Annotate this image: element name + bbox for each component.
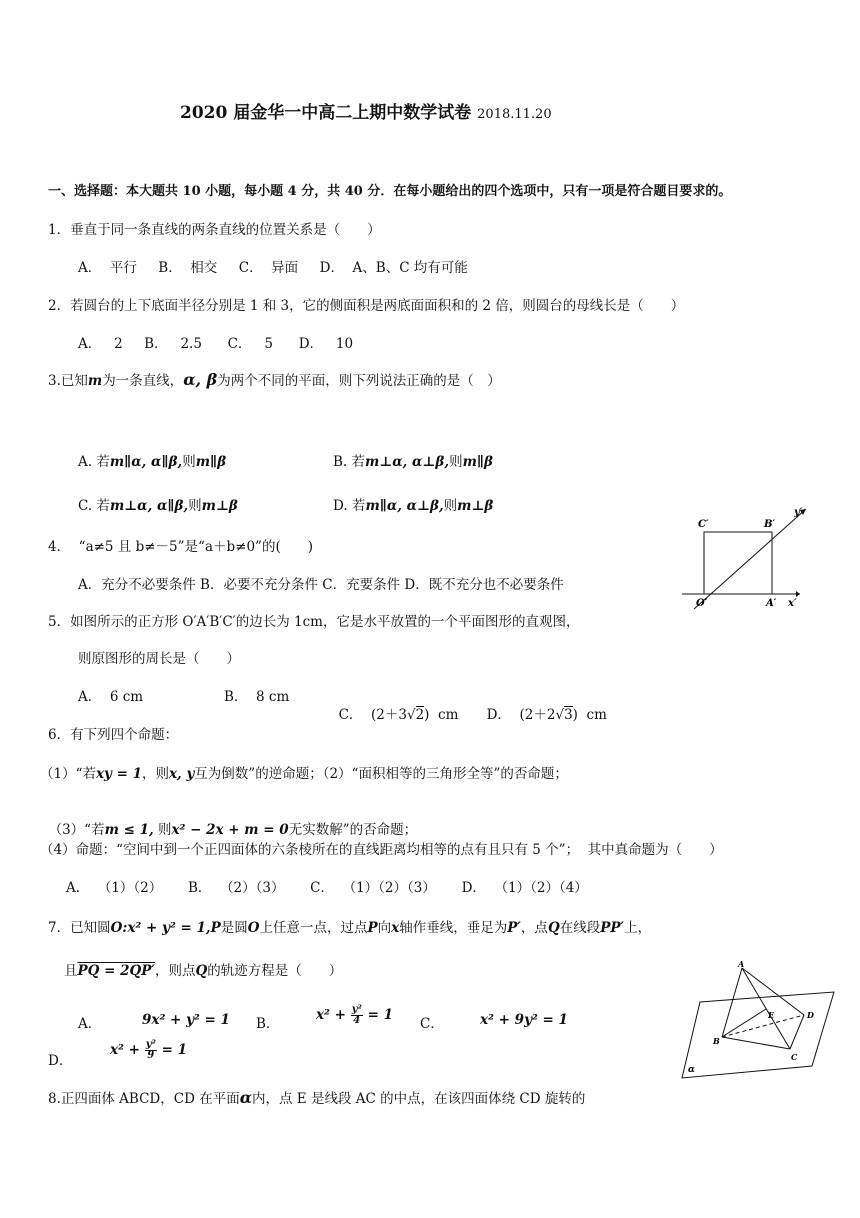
- q6-p1-math-2: x, y: [169, 766, 195, 782]
- q7-math-x: x: [391, 920, 400, 936]
- q6-proposition-4: （4）命题：“空间中到一个正四面体的六条棱所在的直线距离均相等的点有且只有 5 个”； 其中真命题为（ ）: [40, 842, 723, 858]
- q7-math-p0: P: [210, 920, 221, 936]
- q6-p1-text-b: ，则: [142, 766, 169, 782]
- q3-d-then: 则: [443, 498, 458, 514]
- q7-text-b: 是圆: [220, 920, 248, 936]
- q7-text-g: 在线段: [559, 920, 601, 936]
- q8-math-alpha: α: [239, 1088, 253, 1107]
- label-d: D: [807, 1010, 814, 1020]
- q3-d-label: D. 若: [333, 498, 366, 514]
- q6-p3-text-c: 无实数解”的否命题；: [288, 822, 418, 838]
- q3-b-label: B. 若: [333, 454, 366, 470]
- q7-l2-math-q: Q: [195, 963, 208, 979]
- q7-text-h: 上，: [624, 920, 652, 936]
- q6-p3-math-2: x² − 2x + m = 0: [171, 822, 289, 838]
- q4-options: A．充分不必要条件 B．必要不充分条件 C．充要条件 D．既不充分也不必要条件: [78, 577, 564, 593]
- label-e: E: [768, 1010, 775, 1020]
- q3-a-label: A. 若: [78, 454, 110, 470]
- q3-option-b: [333, 453, 493, 471]
- q3-c-then: 则: [188, 498, 202, 514]
- label-b-prime: B′: [764, 519, 776, 530]
- q7-b-fraction: [351, 1005, 363, 1026]
- q5-option-d: [478, 688, 607, 724]
- q2-stem: 2．若圆台的上下底面半径分别是 1 和 3，它的侧面积是两底面面积和的 2 倍，则圆台的母线长是（ ）: [48, 298, 685, 314]
- q3-option-a: [78, 453, 226, 471]
- q6-stem: 6．有下列四个命题：: [48, 727, 179, 743]
- q3-a-math: m∥α, α∥β,: [109, 454, 183, 470]
- q3-b-math: m⊥α, α⊥β,: [365, 454, 450, 470]
- q3-stem: [48, 371, 501, 390]
- q7-l2-vector-eq: PQ = 2QP′: [77, 963, 155, 979]
- q7-text-e: 轴作垂线，垂足为: [399, 920, 508, 936]
- tetrahedron-diagram: [672, 960, 840, 1085]
- q3-text-b: 为一条直线，: [102, 373, 184, 389]
- q7-math-p-prime: P′: [507, 920, 521, 936]
- q5-option-c: [330, 688, 458, 724]
- q5-c-pre: C． (2＋3: [338, 707, 407, 723]
- q3-c-label: C. 若: [78, 498, 110, 514]
- label-o-prime: O′: [696, 598, 708, 609]
- q7-option-d-label: D．: [48, 1053, 73, 1069]
- q3-option-c: [78, 497, 238, 515]
- q4-stem: 4． “a≠5 且 b≠－5”是“a＋b≠0”的( ): [48, 539, 313, 555]
- q7-text-d: 向: [377, 920, 392, 936]
- q5-c-post: ) cm: [424, 707, 459, 723]
- edge-ac: [742, 968, 790, 1049]
- label-b: B: [713, 1036, 720, 1046]
- q7-option-c-label: C．: [420, 1016, 444, 1032]
- q7-d-num: y²: [145, 1039, 156, 1050]
- q7-text-a: 7．已知圆: [48, 920, 111, 936]
- q5-d-post: ) cm: [572, 707, 607, 723]
- label-c: C: [791, 1052, 798, 1062]
- q8-text-b: 内，点 E 是线段 AC 的中点，在该四面体绕 CD 旋转的: [252, 1091, 586, 1107]
- label-y-prime: y′: [794, 507, 803, 518]
- q6-p3-math-1: m ≤ 1,: [104, 822, 154, 838]
- q5-stem-2: 则原图形的周长是（ ）: [78, 651, 240, 667]
- sqrt-icon: √: [406, 707, 416, 723]
- edge-bd-hidden: [722, 1015, 804, 1037]
- q7-option-c-math: x² + 9y² = 1: [480, 1012, 568, 1028]
- q3-b-then: 则: [449, 454, 463, 470]
- q7-math-circle: O:x² + y² = 1,: [110, 920, 211, 936]
- q7-l2-text-c: 的轨迹方程是（ ）: [207, 963, 343, 979]
- q5-stem: 5．如图所示的正方形 O′A′B′C′的边长为 1cm，它是水平放置的一个平面图形的直观图，: [48, 614, 580, 630]
- square-outline: [704, 532, 772, 594]
- q7-d-post: = 1: [161, 1042, 187, 1058]
- q1-stem: 1．垂直于同一条直线的两条直线的位置关系是（ ）: [48, 222, 381, 238]
- q7-option-a-math: 9x² + y² = 1: [142, 1012, 230, 1028]
- q5-option-a: A． 6 cm: [78, 689, 144, 705]
- q6-p3-text-a: （3）“若: [48, 822, 105, 838]
- q2-options: A． 2 B． 2.5 C． 5 D． 10: [78, 336, 354, 352]
- q7-b-post: = 1: [367, 1007, 393, 1023]
- page-title: [180, 104, 552, 124]
- q3-a-then: 则: [182, 454, 196, 470]
- q6-proposition-1-2: [40, 765, 568, 783]
- edge-ad: [742, 968, 804, 1015]
- q7-option-b-math: [316, 1005, 393, 1026]
- q7-stem-2: [64, 962, 342, 980]
- q7-math-p: P: [367, 920, 378, 936]
- q7-option-b-label: B．: [256, 1016, 280, 1032]
- q1-options: A． 平行 B． 相交 C． 异面 D． A、B、C 均有可能: [78, 260, 468, 276]
- exam-title: 2020 届金华一中高二上期中数学试卷: [180, 103, 472, 123]
- q7-math-pp-prime: PP′: [600, 920, 625, 936]
- q7-l2-text-a: 且: [64, 963, 78, 979]
- q7-text-f: ，点: [520, 920, 548, 936]
- q3-option-d: [333, 497, 493, 515]
- q7-math-q: Q: [547, 920, 560, 936]
- edge-cd: [790, 1015, 804, 1049]
- q6-p1-math-1: xy = 1: [96, 766, 142, 782]
- square-diagram: [682, 505, 812, 610]
- q7-option-a-label: A．: [78, 1016, 102, 1032]
- q6-p1-text-c: 互为倒数”的逆命题；（2）“面积相等的三角形全等”的否命题；: [194, 766, 568, 782]
- plane-alpha: [682, 992, 834, 1078]
- q7-b-den: 4: [353, 1015, 361, 1026]
- q7-math-o: O: [247, 920, 260, 936]
- q7-d-den: 9: [147, 1050, 155, 1061]
- q6-p1-text-a: （1）“若: [40, 766, 96, 782]
- q3-b-result: m∥β: [462, 454, 493, 470]
- q3-a-result: m∥β: [195, 454, 227, 470]
- q7-stem: [48, 919, 651, 937]
- label-c-prime: C′: [698, 519, 709, 530]
- q8-stem: [48, 1089, 585, 1108]
- q7-d-pre: x² +: [110, 1042, 140, 1058]
- q8-text-a: 8.正四面体 ABCD，CD 在平面: [48, 1091, 240, 1107]
- q3-math-m: m: [87, 373, 103, 389]
- q5-d-pre: D． (2＋2: [486, 707, 556, 723]
- q3-math-ab: α, β: [183, 370, 218, 389]
- q3-text-a: 3.已知: [48, 373, 88, 389]
- q7-b-num: y²: [351, 1004, 362, 1015]
- q7-l2-text-b: ，则点: [155, 963, 196, 979]
- q3-c-math: m⊥α, α∥β,: [109, 498, 189, 514]
- section-heading: 一、选择题：本大题共 10 小题，每小题 4 分，共 40 分．在每小题给出的四个选项中，只有一项是符合题目要求的。: [48, 184, 732, 199]
- q5-c-radicand: 2: [415, 707, 425, 723]
- q6-options: A． （1）（2） B． （2）（3） C． （1）（2）（3） D． （1）（2）（4）: [66, 880, 588, 896]
- edge-bc: [722, 1037, 790, 1049]
- q7-text-c: 上任意一点，过点: [259, 920, 368, 936]
- q6-p3-text-b: 则: [153, 822, 172, 838]
- q7-b-pre: x² +: [316, 1007, 346, 1023]
- exam-date: 2018.11.20: [477, 107, 552, 122]
- x-axis-arrow: [796, 591, 800, 597]
- q7-d-fraction: [145, 1040, 157, 1061]
- q3-c-result: m⊥β: [201, 498, 238, 514]
- sqrt-icon: √: [555, 707, 565, 723]
- q5-option-b: B． 8 cm: [224, 689, 290, 705]
- label-alpha: α: [688, 1065, 695, 1075]
- q3-d-result: m⊥β: [457, 498, 494, 514]
- label-a: A: [738, 960, 745, 969]
- label-a-prime: A′: [766, 598, 777, 609]
- q5-d-radicand: 3: [564, 707, 573, 723]
- q3-d-math: m∥α, α⊥β,: [365, 498, 444, 514]
- q3-text-c: 为两个不同的平面，则下列说法正确的是（ ）: [217, 373, 501, 389]
- label-x-prime: x′: [788, 598, 797, 609]
- q6-proposition-3: [40, 803, 417, 839]
- q7-option-d-math: [110, 1040, 187, 1061]
